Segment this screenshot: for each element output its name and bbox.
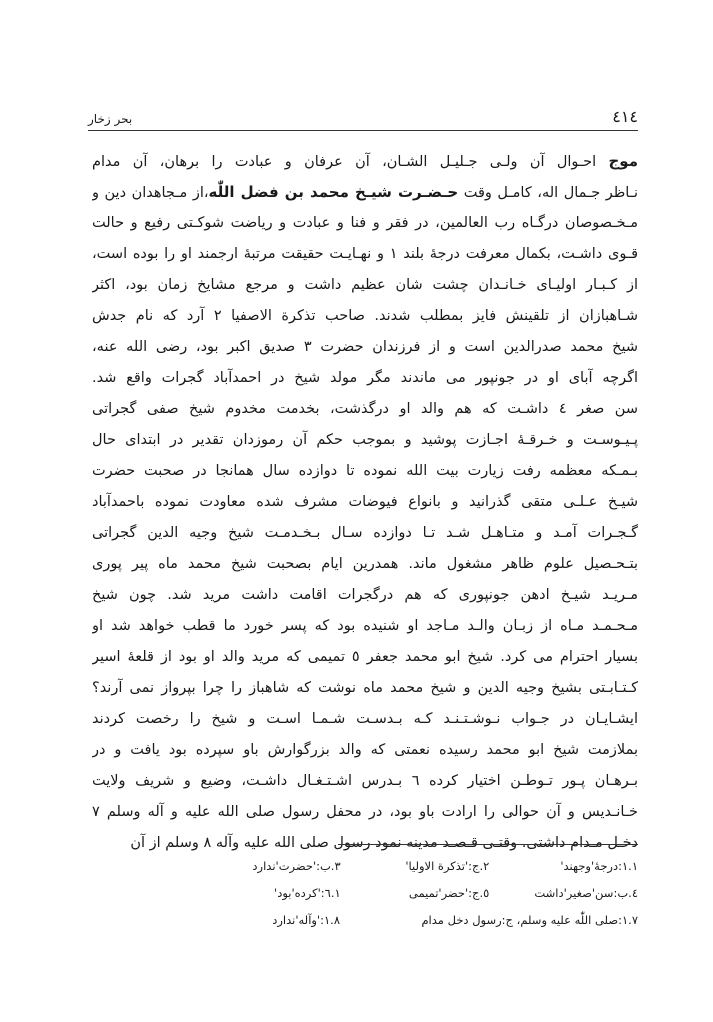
body-line-15: مـریـد شیـخ ادهن جونپوری که هم درگجرات اقامت داشت مرید شد. چون شیخ (92, 587, 638, 603)
page-header (88, 100, 638, 131)
body-line-14: بتـحـصیل علوم ظاهر مشغول ماند. همدرین ایام بصحبت شیخ محمد ماه پیر پوری (92, 556, 638, 572)
body-line-16: مـحـمـد مـاه از زبـان والـد مـاجد او شنیده بود که پسر خورد ما قطب خواهد شد او (92, 618, 638, 634)
body-line-23: دخـل مـدام داشتی. وقتـی قـصـد مدینه نمود رسول صلی الله علیه وآله ۸ وسلم از آن (130, 835, 638, 851)
footnote-row-1 (192, 853, 638, 880)
body-line-6: شـاهبازان از تلقینش فایز بمطلب شدند. صاحب تذکرة الاصفیا ۲ آرد که نام جدش (92, 308, 638, 324)
footnote-7: ۱.۷:صلی اللّٰه علیه وسلم، ج:رسول دخل مدام (421, 913, 638, 927)
body-line-19: ایشـایـان در جـواب نـوشـتـنـد کـه بـدسـت شـمـا اسـت و شیخ را رخصت کردند (92, 711, 638, 727)
subject-name: حـضـرت شیـخ محمد بن فضل اللّٰه (208, 183, 459, 201)
body-line-17: بسیار احترام می کرد. شیخ ابو محمد جعفر ٥ تمیمی که مرید والد او بود از قلعهٔ اسیر (92, 649, 638, 665)
body-line-22: خـانـدیس و آن حوالی را ارادت باو بود، در محفل رسول صلی الله علیه و آله وسلم ۷ (92, 804, 638, 820)
body-line-5: از کـبـار اولیـای خـانـدان چشت شان عظیم داشت و مرجع مشایخ زمان بود، اکثر (92, 277, 638, 293)
footnote-5: ٥.ج:'حضر'تمیمی (408, 886, 490, 900)
body-line-12: شیـخ عـلـی متقی گذرانید و بانواع فیوضات مشرف شده معاودت نموده باحمدآباد (92, 494, 638, 510)
body-line-13: گـجـرات آمـد و متـاهـل شـد تـا دوازده سـال بـخـدمـت شیخ وجیه الدین گجراتی (92, 525, 638, 541)
body-line-9: سن صغر ٤ داشـت که هم والد او درگذشت، بخدمت مخدوم شیخ صفی گجراتی (92, 401, 638, 417)
footnote-1: ۱.۱:درجهٔ'وجهند' (560, 859, 638, 873)
body-line-8: اگرچه آبای او در جونپور می ماندند مگر مولد شیخ در احمدآباد گجرات واقع شد. (92, 370, 638, 386)
footnote-6: ۱.٦:'کرده'بود' (274, 886, 341, 900)
body-line-7: شیخ محمد صدرالدین است و از فرزندان حضرت ۳ صدیق اکبر بود، رضی الله عنه، (92, 339, 638, 355)
body-line-21: بـرهـان پـور تـوطـن اختیار کرده ٦ بـدرس اشـتـغـال داشـت، وضیع و شریف ولایت (92, 773, 638, 789)
footnote-row-3 (192, 907, 638, 934)
footnote-8: ۱.۸:'وآله'ندارد (272, 913, 340, 927)
body-line-1: موج احـوال آن ولـی جـلیـل الشـان، آن عرفان و عبادت را برهان، آن مدام (92, 152, 638, 170)
page-number: ٤١٤ (612, 107, 638, 126)
body-line-11: بـمـکه معظمه رفت زیارت بیت الله نموده تا دوازده سال همانجا در صحبت حضرت (92, 463, 638, 479)
footnote-2: ۲.ج:'تذکرة الاولیا' (405, 859, 490, 873)
footnote-3: ۳.ب:'حضرت'ندارد (252, 859, 341, 873)
footnote-rule (338, 844, 638, 845)
body-line-2: نـاظر جـمال اله، کامـل وقت حـضـرت شیـخ محمد بن فضل اللّٰه،از مـجاهدان دین و (92, 183, 638, 201)
body-line-20: بملازمت شیخ ابو محمد رسیده نعمتی که والد بزرگوارش باو سپرده بود یافت و در (92, 742, 638, 758)
running-title: بحر زخار (88, 112, 133, 126)
heading-word: موج (608, 152, 638, 170)
body-text (92, 146, 638, 859)
footnote-4: ٤.ب:سن'صغیر'داشت (534, 886, 638, 900)
footnote-row-2 (192, 880, 638, 907)
body-line-18: کـتـابـتی بشیخ وجیه الدین و شیخ محمد ماه نوشت که شاهباز را چرا بپرواز نمی آرند؟ (92, 680, 638, 696)
footnotes (192, 853, 638, 934)
body-line-10: پـیـوسـت و خـرقـهٔ اجـازت پوشید و بموجب حکم آن رموزدان تقدیر در ابتدای حال (92, 432, 638, 448)
body-line-4: قـوی داشـت، بکمال معرفت درجهٔ بلند ۱ و نهـایـت حقیقت مرتبهٔ ارجمند او را بوده است، (92, 246, 638, 262)
body-line-3: مـخـصوصان درگـاه رب العالمین، در فقر و فنا و عبادت و ریاضت شوکـتی رفیع و حالت (92, 215, 638, 231)
